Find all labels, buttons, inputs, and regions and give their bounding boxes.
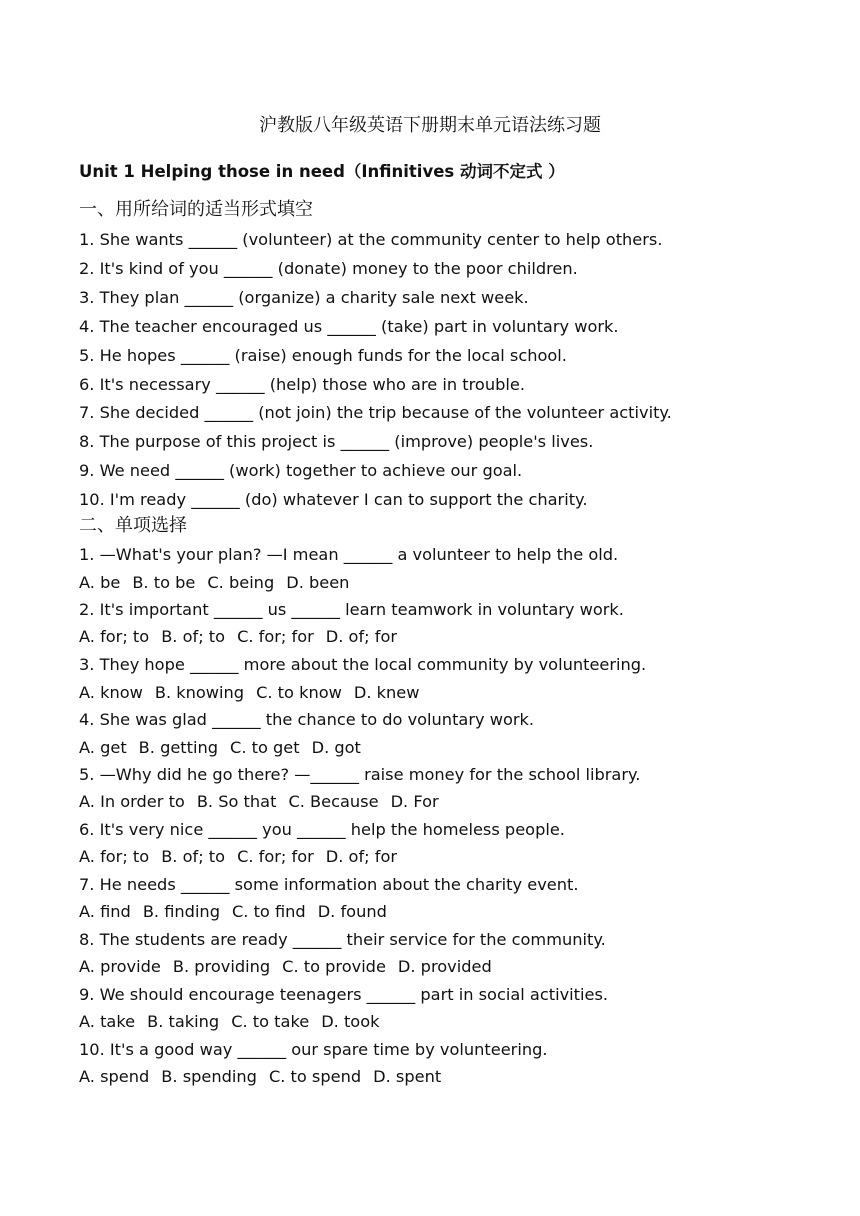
mc-options — [79, 956, 492, 978]
mc-question: 6. It's very nice ______ you ______ help the homeless people. — [79, 820, 565, 839]
option: D. For — [390, 792, 439, 811]
mc-options — [79, 626, 397, 648]
section1-heading: 一、用所给词的适当形式填空 — [79, 199, 313, 220]
option: B. to be — [132, 573, 196, 592]
fill-blank-item: 8. The purpose of this project is ______ (improve) people's lives. — [79, 432, 594, 451]
option: A. take — [79, 1012, 136, 1031]
option: B. So that — [196, 792, 277, 811]
option: A. for; to — [79, 847, 150, 866]
option: A. know — [79, 683, 143, 702]
option: B. of; to — [161, 627, 226, 646]
unit-heading: Unit 1 Helping those in need（Infinitives 动词不定式 ） — [79, 162, 565, 181]
mc-options — [79, 1011, 380, 1033]
option: B. providing — [172, 957, 271, 976]
option: B. knowing — [154, 683, 245, 702]
option: C. Because — [288, 792, 379, 811]
mc-question: 10. It's a good way ______ our spare time by volunteering. — [79, 1040, 548, 1059]
option: B. taking — [147, 1012, 220, 1031]
mc-options — [79, 1066, 441, 1088]
mc-options — [79, 682, 419, 704]
fill-blank-item: 5. He hopes ______ (raise) enough funds for the local school. — [79, 346, 567, 365]
option: D. spent — [373, 1067, 442, 1086]
fill-blank-item: 3. They plan ______ (organize) a charity sale next week. — [79, 288, 529, 307]
mc-question: 8. The students are ready ______ their service for the community. — [79, 930, 606, 949]
fill-blank-item: 9. We need ______ (work) together to achieve our goal. — [79, 461, 523, 480]
option: C. being — [207, 573, 275, 592]
option: A. In order to — [79, 792, 185, 811]
mc-question: 3. They hope ______ more about the local community by volunteering. — [79, 655, 647, 674]
mc-question: 9. We should encourage teenagers ______ part in social activities. — [79, 985, 609, 1004]
mc-question: 2. It's important ______ us ______ learn teamwork in voluntary work. — [79, 600, 624, 619]
option: C. for; for — [237, 847, 314, 866]
option: D. took — [321, 1012, 380, 1031]
mc-options — [79, 846, 397, 868]
option: B. spending — [161, 1067, 257, 1086]
option: A. find — [79, 902, 131, 921]
option: A. be — [79, 573, 121, 592]
fill-blank-item: 4. The teacher encouraged us ______ (take) part in voluntary work. — [79, 317, 619, 336]
section2-heading: 二、单项选择 — [79, 515, 187, 536]
mc-question: 5. —Why did he go there? —______ raise money for the school library. — [79, 765, 641, 784]
option: A. get — [79, 738, 127, 757]
option: C. to spend — [268, 1067, 362, 1086]
option: D. found — [317, 902, 387, 921]
option: D. got — [311, 738, 361, 757]
mc-options — [79, 737, 361, 759]
option: D. of; for — [325, 627, 397, 646]
fill-blank-item: 2. It's kind of you ______ (donate) money to the poor children. — [79, 259, 578, 278]
fill-blank-item: 7. She decided ______ (not join) the trip because of the volunteer activity. — [79, 403, 672, 422]
option: A. for; to — [79, 627, 150, 646]
mc-question: 7. He needs ______ some information about the charity event. — [79, 875, 579, 894]
option: C. for; for — [237, 627, 314, 646]
mc-options — [79, 572, 349, 594]
option: B. of; to — [161, 847, 226, 866]
option: C. to provide — [282, 957, 386, 976]
option: C. to find — [231, 902, 306, 921]
mc-question: 4. She was glad ______ the chance to do voluntary work. — [79, 710, 535, 729]
mc-question: 1. —What's your plan? —I mean ______ a volunteer to help the old. — [79, 545, 619, 564]
fill-blank-item: 10. I'm ready ______ (do) whatever I can to support the charity. — [79, 490, 588, 509]
option: A. spend — [79, 1067, 150, 1086]
option: B. getting — [138, 738, 219, 757]
option: C. to take — [231, 1012, 310, 1031]
fill-blank-item: 6. It's necessary ______ (help) those who are in trouble. — [79, 375, 525, 394]
option: D. provided — [397, 957, 492, 976]
option: D. of; for — [325, 847, 397, 866]
option: A. provide — [79, 957, 161, 976]
mc-options — [79, 901, 387, 923]
option: C. to know — [256, 683, 342, 702]
mc-options — [79, 791, 439, 813]
option: D. been — [286, 573, 350, 592]
option: C. to get — [230, 738, 300, 757]
page-title: 沪教版八年级英语下册期末单元语法练习题 — [259, 115, 601, 136]
option: B. finding — [142, 902, 220, 921]
fill-blank-item: 1. She wants ______ (volunteer) at the community center to help others. — [79, 230, 663, 249]
option: D. knew — [353, 683, 420, 702]
